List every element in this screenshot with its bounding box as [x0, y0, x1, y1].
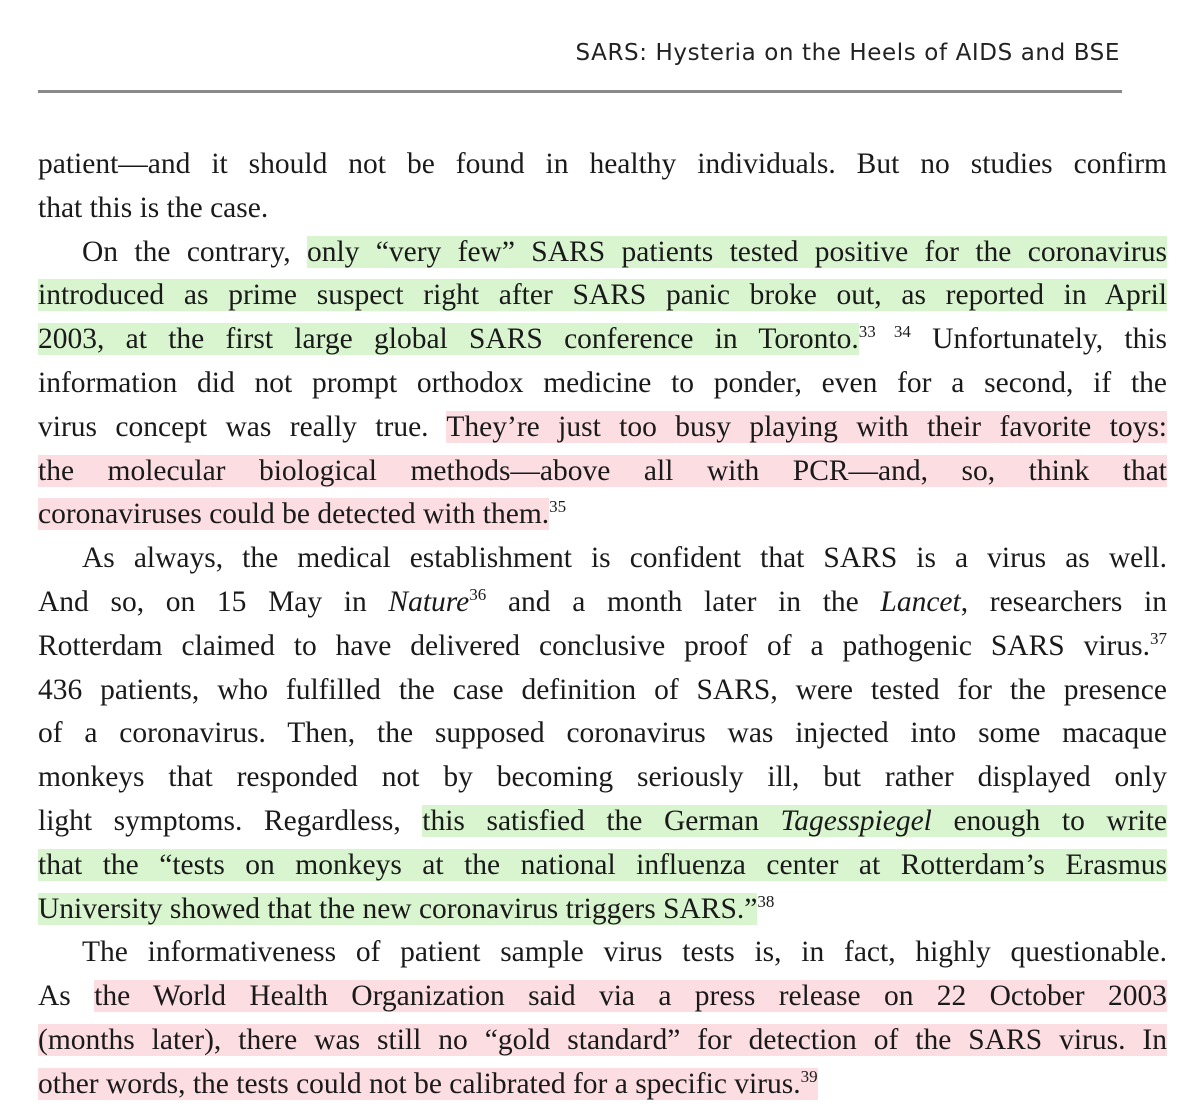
text-line: On the contrary, only “very few” SARS patients tested positive for the coronavirus: [82, 235, 1167, 268]
highlight-green: 2003, at the first large global SARS conference in Toronto.: [38, 323, 859, 356]
footnote-ref: 38: [757, 891, 775, 911]
text-line: Rotterdam claimed to have delivered conclusive proof of a pathogenic SARS virus.$^{37}$: [38, 628, 1167, 662]
highlight-red: (months later), there was still no “gold standard” for detection of the SARS virus. In: [38, 1023, 1167, 1056]
running-head: SARS: Hysteria on the Heels of AIDS and BSE: [575, 40, 1120, 66]
text-line: As the World Health Organization said via a press release on 22 October 2003: [38, 980, 1167, 1013]
body-text: [38, 143, 1167, 1107]
text-line: [38, 274, 1167, 318]
highlight-green: this satisfied the German Tagesspiegel enough to write: [422, 804, 1167, 837]
header-rule: [38, 90, 1122, 93]
text-line: [38, 888, 1167, 932]
highlight-green: only “very few” SARS patients tested positive for the coronavirus: [306, 235, 1167, 268]
text-line: [38, 1019, 1167, 1063]
footnote-ref: 36: [469, 585, 487, 605]
text-line: [38, 844, 1167, 888]
text-line: And so, on 15 May in Nature$^{36}$ and a month later in the Lancet, researchers in: [38, 585, 1168, 618]
footnote-ref: 37: [1150, 628, 1167, 648]
text-line: that this is the case.: [38, 191, 269, 224]
text-line: virus concept was really true. They’re just too busy playing with their favorite toys:: [38, 410, 1167, 443]
text-line: [38, 1063, 1167, 1107]
highlight-red: coronaviruses could be detected with them.: [38, 498, 550, 531]
text-line: As always, the medical establishment is confident that SARS is a virus as well.: [82, 542, 1167, 575]
highlight-red: the World Health Organization said via a press release on 22 October 2003: [94, 980, 1167, 1013]
highlight-red: the molecular biological methods—above all with PCR—and, so, think that: [38, 454, 1167, 487]
text-line: of a coronavirus. Then, the supposed coronavirus was injected into some macaque: [38, 717, 1167, 750]
footnote-ref: 39: [800, 1066, 818, 1086]
text-line: information did not prompt orthodox medicine to ponder, even for a second, if the: [38, 366, 1167, 399]
text-line: [38, 450, 1167, 494]
highlight-green: University showed that the new coronavirus triggers SARS.”: [38, 892, 758, 925]
text-line: The informativeness of patient sample virus tests is, in fact, highly questionable.: [82, 936, 1167, 969]
highlight-red: They’re just too busy playing with their favorite toys:: [446, 410, 1167, 443]
highlight-red: other words, the tests could not be calibrated for a specific virus.$^{39}$: [38, 1066, 818, 1100]
text-line: patient—and it should not be found in healthy individuals. But no studies confirm: [38, 148, 1167, 180]
text-line: 436 patients, who fulfilled the case definition of SARS, were tested for the presence: [38, 673, 1167, 706]
footnote-ref: 35: [549, 497, 567, 517]
highlight-green: that the “tests on monkeys at the national influenza center at Rotterdam’s Erasmus: [38, 848, 1167, 881]
text-line: light symptoms. Regardless, this satisfied the German Tagesspiegel enough to write: [38, 804, 1167, 837]
footnote-ref: 33 34: [858, 322, 911, 342]
text-line: monkeys that responded not by becoming seriously ill, but rather displayed only: [38, 761, 1167, 794]
highlight-green: introduced as prime suspect right after SARS panic broke out, as reported in April: [38, 279, 1167, 312]
text-line: 2003, at the first large global SARS conference in Toronto.$^{33 34}$ Unfortunately, this: [38, 322, 1168, 356]
text-line: [38, 493, 1167, 537]
